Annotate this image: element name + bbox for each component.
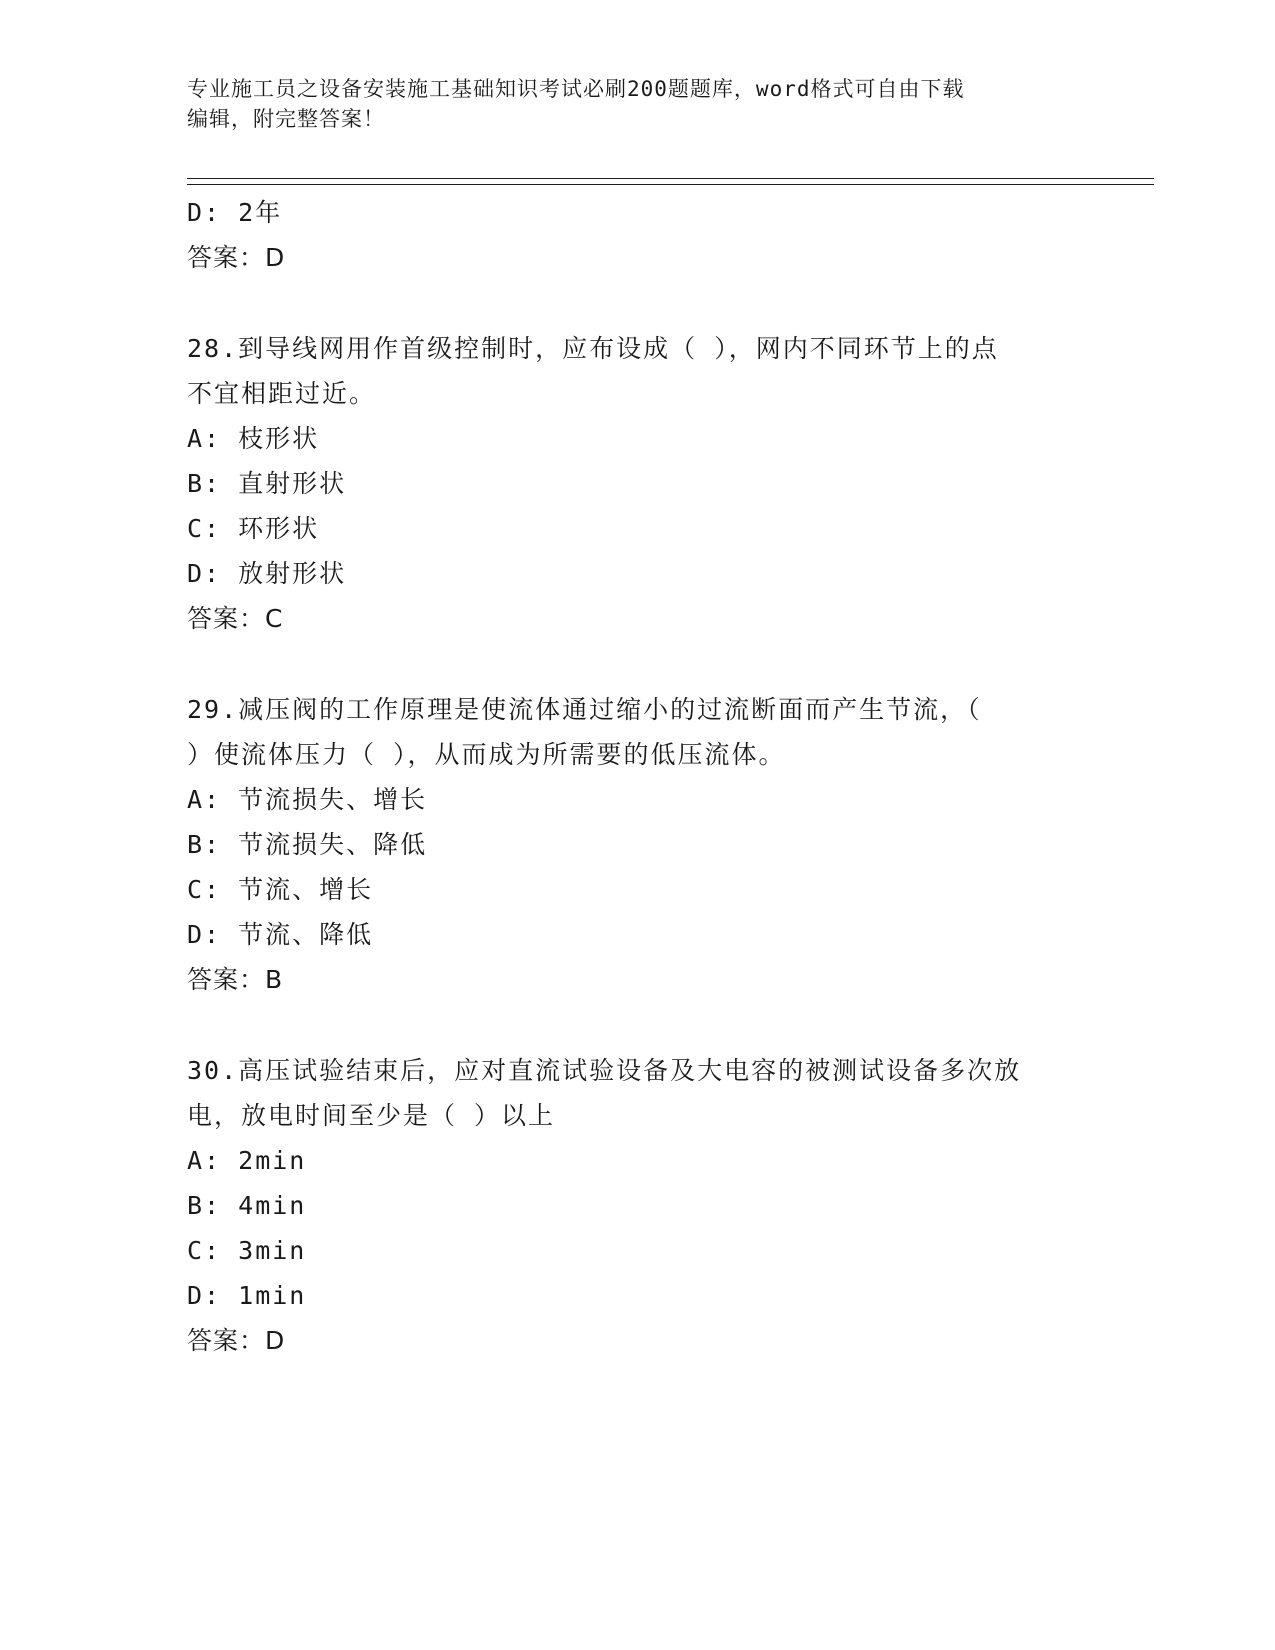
- question-stem-line-1: 28.到导线网用作首级控制时，应布设成（ ），网内不同环节上的点: [187, 334, 999, 363]
- option-a: A: 枝形状: [187, 424, 320, 453]
- option-c: C: 环形状: [187, 514, 320, 543]
- question-stem-line-1: 30.高压试验结束后，应对直流试验设备及大电容的被测试设备多次放: [187, 1056, 1022, 1085]
- question-list: [187, 190, 1077, 1363]
- header-line-1: 专业施工员之设备安装施工基础知识考试必刷200题题库，word格式可自由下载: [187, 77, 965, 101]
- page-header: [187, 74, 1067, 134]
- question-stem-line-2: 不宜相距过近。: [187, 379, 377, 408]
- option-b: B: 节流损失、降低: [187, 830, 428, 859]
- spacer: [187, 641, 1077, 687]
- option-d: D: 放射形状: [187, 559, 347, 588]
- question-stem-line-2: 电，放电时间至少是（ ）以上: [187, 1101, 556, 1130]
- question-29: [187, 687, 1077, 1002]
- option-c: C: 节流、增长: [187, 875, 374, 904]
- spacer: [187, 1002, 1077, 1048]
- answer: 答案：D: [187, 243, 286, 272]
- question-stem-line-1: 29.减压阀的工作原理是使流体通过缩小的过流断面而产生节流，（: [187, 695, 982, 724]
- answer: 答案：C: [187, 604, 284, 633]
- spacer: [187, 280, 1077, 326]
- option-d: D: 1min: [187, 1281, 307, 1310]
- answer: 答案：B: [187, 965, 284, 994]
- question-stem-line-2: ）使流体压力（ ），从而成为所需要的低压流体。: [187, 740, 786, 769]
- option-d: D: 节流、降低: [187, 920, 374, 949]
- previous-question-tail: [187, 190, 1077, 280]
- option-b: B: 直射形状: [187, 469, 347, 498]
- answer: 答案：D: [187, 1326, 286, 1355]
- option-b: B: 4min: [187, 1191, 307, 1220]
- question-28: [187, 326, 1077, 641]
- header-line-2: 编辑，附完整答案！: [187, 107, 385, 131]
- option-a: A: 2min: [187, 1146, 307, 1175]
- header-divider: [187, 178, 1154, 185]
- option-d: D: 2年: [187, 198, 283, 227]
- option-a: A: 节流损失、增长: [187, 785, 428, 814]
- question-30: [187, 1048, 1077, 1363]
- option-c: C: 3min: [187, 1236, 307, 1265]
